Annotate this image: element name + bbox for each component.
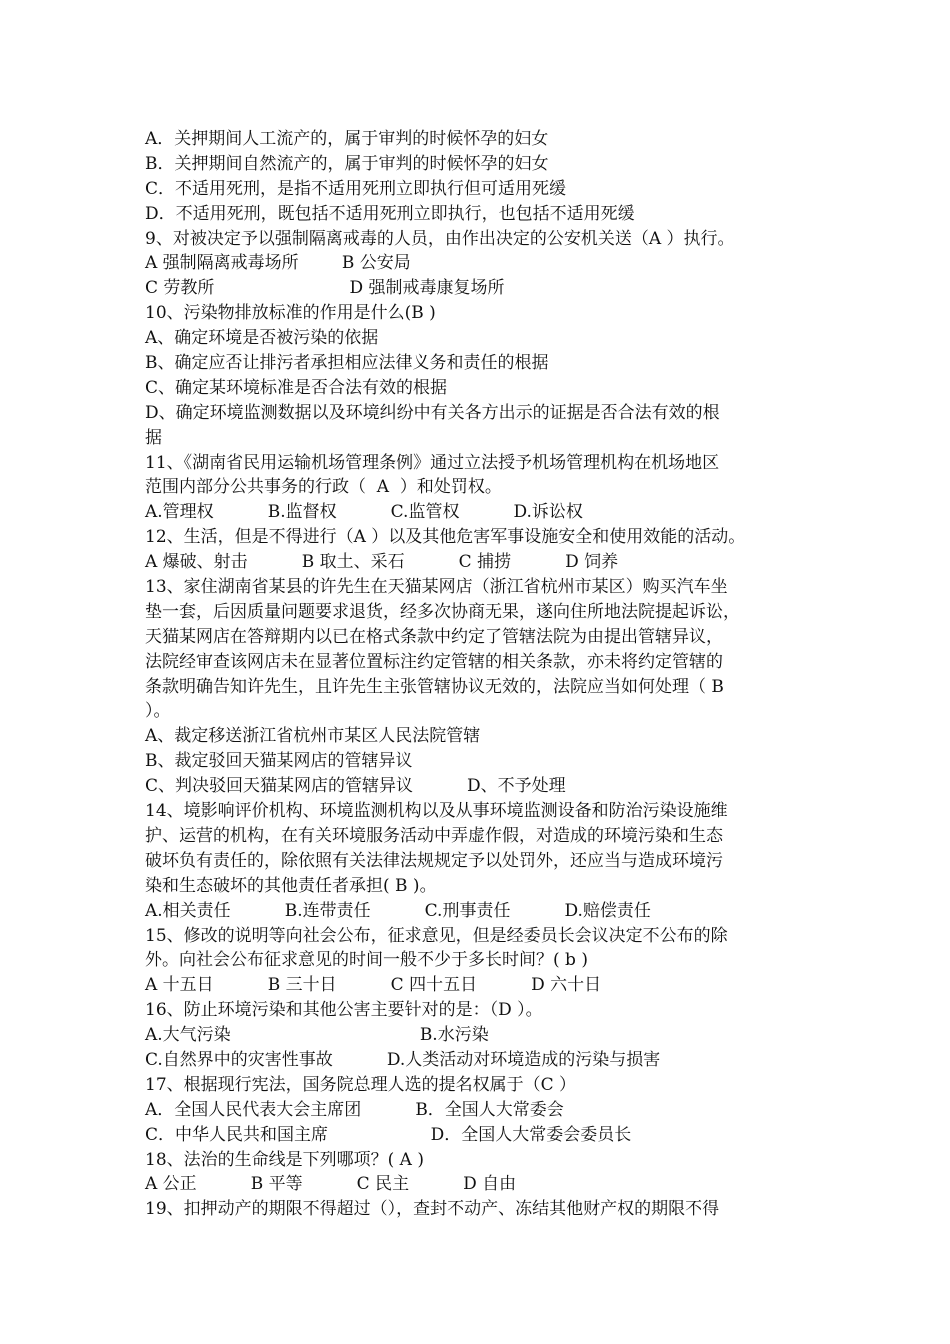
- text-line: 9、对被决定予以强制隔离戒毒的人员，由作出决定的公安机关送（A ）执行。: [145, 228, 735, 249]
- text-line: C．不适用死刑，是指不适用死刑立即执行但可适用死缓: [145, 178, 567, 199]
- text-line: 15、修改的说明等向社会公布，征求意见，但是经委员长会议决定不公布的除: [145, 925, 728, 946]
- text-line: A 强制隔离戒毒场所 B 公安局: [145, 253, 411, 274]
- text-line: C.自然界中的灾害性事故 D.人类活动对环境造成的污染与损害: [145, 1049, 661, 1070]
- text-line: 范围内部分公共事务的行政（ A ）和处罚权。: [145, 477, 502, 498]
- text-line: 破坏负有责任的，除依照有关法律法规规定予以处罚外，还应当与造成环境污: [145, 850, 723, 871]
- text-line: D、确定环境监测数据以及环境纠纷中有关各方出示的证据是否合法有效的根: [145, 402, 720, 423]
- text-line: A.大气污染 B.水污染: [145, 1025, 489, 1046]
- text-line: 17、根据现行宪法，国务院总理人选的提名权属于（C ）: [145, 1074, 577, 1095]
- text-line: 天猫某网店在答辩期内以已在格式条款中约定了管辖法院为由提出管辖异议，: [145, 626, 723, 647]
- text-line: C、确定某环境标准是否合法有效的根据: [145, 377, 448, 398]
- text-line: A．全国人民代表大会主席团 B．全国人大常委会: [145, 1099, 564, 1120]
- text-line: 垫一套，后因质量问题要求退货，经多次协商无果，遂向住所地法院提起诉讼，: [145, 601, 740, 622]
- text-line: 外。向社会公布征求意见的时间一般不少于多长时间？( b ): [145, 950, 588, 971]
- text-line: A 公正 B 平等 C 民主 D 自由: [145, 1174, 517, 1195]
- text-line: B．关押期间自然流产的，属于审判的时候怀孕的妇女: [145, 153, 549, 174]
- text-line: 18、法治的生命线是下列哪项？( A ): [145, 1149, 424, 1170]
- text-line: C 劳教所 D 强制戒毒康复场所: [145, 278, 505, 299]
- text-line: A 爆破、射击 B 取土、采石 C 捕捞 D 饲养: [145, 552, 619, 573]
- text-line: C．中华人民共和国主席 D．全国人大常委会委员长: [145, 1124, 632, 1145]
- text-line: 法院经审查该网店未在显著位置标注约定管辖的相关条款，亦未将约定管辖的: [145, 651, 723, 672]
- text-line: B、确定应否让排污者承担相应法律义务和责任的根据: [145, 353, 549, 374]
- text-line: 13、家住湖南省某县的许先生在天猫某网店（浙江省杭州市某区）购买汽车坐: [145, 577, 728, 598]
- text-line: 12、生活，但是不得进行（A ）以及其他危害军事设施安全和使用效能的活动。: [145, 527, 746, 548]
- text-line: A、裁定移送浙江省杭州市某区人民法院管辖: [145, 726, 481, 747]
- text-line: 据: [145, 427, 162, 448]
- text-line: A 十五日 B 三十日 C 四十五日 D 六十日: [145, 975, 602, 996]
- text-line: A.管理权 B.监督权 C.监管权 D.诉讼权: [145, 502, 583, 523]
- document-body: [145, 127, 825, 1222]
- text-line: 11、《湖南省民用运输机场管理条例》通过立法授予机场管理机构在机场地区: [145, 452, 720, 473]
- text-line: 10、污染物排放标准的作用是什么(B ): [145, 303, 436, 324]
- text-line: D．不适用死刑，既包括不适用死刑立即执行，也包括不适用死缓: [145, 203, 635, 224]
- text-line: 19、扣押动产的期限不得超过（），查封不动产、冻结其他财产权的期限不得: [145, 1199, 720, 1220]
- text-line: 条款明确告知许先生，且许先生主张管辖协议无效的，法院应当如何处理（ B: [145, 676, 724, 697]
- text-line: A.相关责任 B.连带责任 C.刑事责任 D.赔偿责任: [145, 900, 651, 921]
- text-line: 16、防止环境污染和其他公害主要针对的是：（D ）。: [145, 1000, 543, 1021]
- text-line: ）。: [145, 701, 171, 722]
- text-line: 染和生态破坏的其他责任者承担( B )。: [145, 875, 437, 896]
- text-line: 14、境影响评价机构、环境监测机构以及从事环境监测设备和防治污染设施维: [145, 801, 728, 822]
- text-line: B、裁定驳回天猫某网店的管辖异议: [145, 751, 413, 772]
- text-line: 护、运营的机构，在有关环境服务活动中弄虚作假，对造成的环境污染和生态: [145, 825, 723, 846]
- text-line: C、判决驳回天猫某网店的管辖异议 D、不予处理: [145, 776, 566, 797]
- text-line: A．关押期间人工流产的，属于审判的时候怀孕的妇女: [145, 129, 549, 149]
- text-line: A、确定环境是否被污染的依据: [145, 328, 379, 349]
